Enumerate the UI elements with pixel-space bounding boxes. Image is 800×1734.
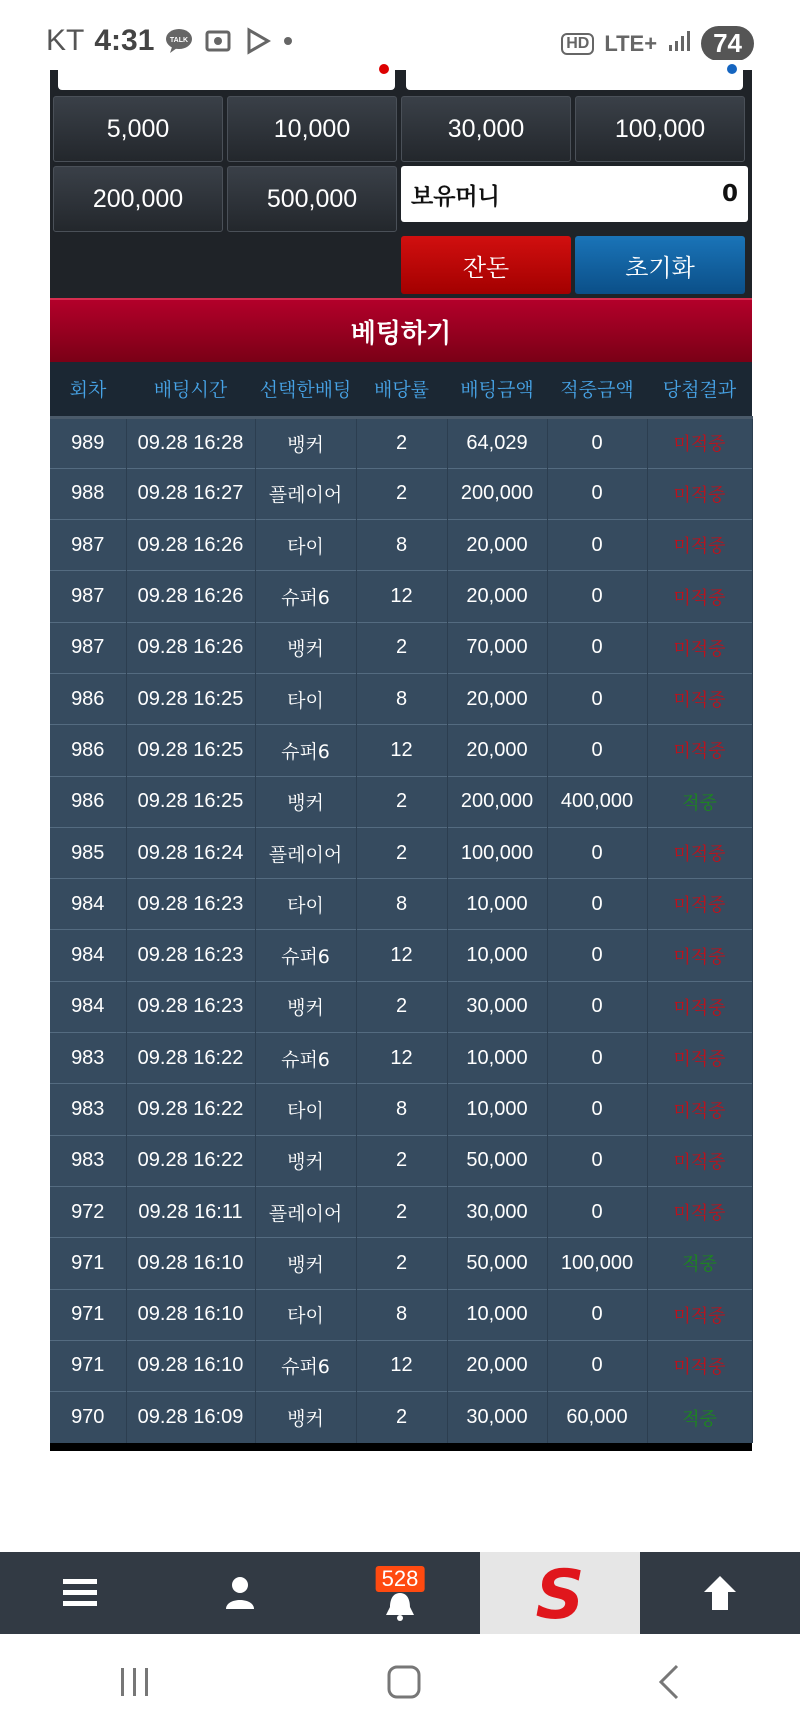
table-cell: 8 (356, 520, 447, 571)
table-cell: 0 (547, 520, 647, 571)
table-cell: 0 (547, 930, 647, 981)
table-cell: 09.28 16:26 (126, 520, 255, 571)
table-cell: 09.28 16:25 (126, 776, 255, 827)
table-cell: 10,000 (447, 879, 547, 930)
table-cell: 09.28 16:27 (126, 468, 255, 519)
partial-inputs (50, 70, 752, 92)
result-cell: 미적중 (647, 417, 752, 468)
table-row (50, 1084, 752, 1135)
result-cell: 적중 (647, 1238, 752, 1289)
result-cell: 미적중 (647, 520, 752, 571)
table-row (50, 417, 752, 468)
menu-button[interactable] (0, 1552, 160, 1634)
arrow-up-icon (700, 1574, 740, 1612)
table-cell: 타이 (255, 879, 356, 930)
table-cell: 2 (356, 1392, 447, 1443)
selection-field-left[interactable] (58, 60, 395, 90)
table-cell: 20,000 (447, 571, 547, 622)
table-cell: 0 (547, 1084, 647, 1135)
table-cell: 09.28 16:28 (126, 417, 255, 468)
result-cell: 미적중 (647, 1033, 752, 1084)
col-header: 배당률 (356, 362, 447, 417)
table-cell: 2 (356, 1135, 447, 1186)
table-cell: 0 (547, 622, 647, 673)
table-cell: 971 (50, 1289, 126, 1340)
table-row (50, 827, 752, 878)
table-cell: 09.28 16:26 (126, 571, 255, 622)
table-cell: 0 (547, 1135, 647, 1186)
table-cell: 2 (356, 1186, 447, 1237)
table-cell: 985 (50, 827, 126, 878)
result-cell: 적중 (647, 1392, 752, 1443)
table-cell: 0 (547, 1340, 647, 1391)
table-cell: 09.28 16:10 (126, 1238, 255, 1289)
table-cell: 12 (356, 1033, 447, 1084)
table-cell: 09.28 16:25 (126, 725, 255, 776)
table-cell: 984 (50, 981, 126, 1032)
table-cell: 0 (547, 827, 647, 878)
selection-field-right[interactable] (406, 60, 743, 90)
table-cell: 20,000 (447, 673, 547, 724)
table-cell: 984 (50, 930, 126, 981)
balance-label: 보유머니 (411, 183, 500, 210)
table-cell: 2 (356, 776, 447, 827)
home-button[interactable] (386, 1664, 422, 1704)
table-cell: 09.28 16:24 (126, 827, 255, 878)
result-cell: 미적중 (647, 1084, 752, 1135)
table-cell: 2 (356, 981, 447, 1032)
result-cell: 적중 (647, 776, 752, 827)
chip-button[interactable]: 100,000 (575, 96, 745, 162)
back-icon (655, 1664, 683, 1700)
brand-logo-icon (527, 1560, 593, 1626)
table-cell: 989 (50, 417, 126, 468)
table-cell: 타이 (255, 673, 356, 724)
table-cell: 50,000 (447, 1238, 547, 1289)
table-cell: 8 (356, 879, 447, 930)
clock: 4:31 (94, 24, 155, 57)
table-cell: 400,000 (547, 776, 647, 827)
result-cell: 미적중 (647, 1289, 752, 1340)
table-cell: 09.28 16:10 (126, 1340, 255, 1391)
table-header (50, 362, 752, 417)
table-row (50, 879, 752, 930)
table-cell: 0 (547, 673, 647, 724)
table-cell: 2 (356, 468, 447, 519)
table-cell: 09.28 16:22 (126, 1084, 255, 1135)
col-header: 회차 (50, 362, 126, 417)
col-header: 배팅시간 (126, 362, 255, 417)
result-cell: 미적중 (647, 930, 752, 981)
table-cell: 09.28 16:23 (126, 930, 255, 981)
table-footer-bar (50, 1443, 752, 1451)
table-cell: 뱅커 (255, 417, 356, 468)
table-cell: 20,000 (447, 725, 547, 776)
table-cell: 플레이어 (255, 827, 356, 878)
reset-button[interactable]: 초기화 (575, 236, 745, 294)
table-cell: 09.28 16:11 (126, 1186, 255, 1237)
table-row (50, 930, 752, 981)
chip-row (50, 92, 752, 162)
table-cell: 984 (50, 879, 126, 930)
balance-box (401, 166, 748, 222)
chip-button[interactable]: 10,000 (227, 96, 397, 162)
change-button[interactable]: 잔돈 (401, 236, 571, 294)
result-cell: 미적중 (647, 468, 752, 519)
back-button[interactable] (655, 1664, 683, 1704)
play-store-icon (244, 27, 274, 55)
table-cell: 972 (50, 1186, 126, 1237)
talk-notification-icon (164, 27, 194, 55)
table-cell: 983 (50, 1033, 126, 1084)
table-cell: 100,000 (447, 827, 547, 878)
table-cell: 뱅커 (255, 1135, 356, 1186)
table-row (50, 571, 752, 622)
table-cell: 09.28 16:23 (126, 981, 255, 1032)
table-cell: 12 (356, 1340, 447, 1391)
table-row (50, 1392, 752, 1443)
table-cell: 뱅커 (255, 981, 356, 1032)
chip-button[interactable]: 30,000 (401, 96, 571, 162)
table-cell: 슈퍼6 (255, 571, 356, 622)
table-cell: 100,000 (547, 1238, 647, 1289)
table-cell: 2 (356, 827, 447, 878)
table-row (50, 468, 752, 519)
bell-icon (381, 1591, 419, 1621)
table-cell: 983 (50, 1084, 126, 1135)
table-cell: 20,000 (447, 520, 547, 571)
table-cell: 986 (50, 725, 126, 776)
table-cell: 0 (547, 879, 647, 930)
chip-row-2 (50, 162, 752, 232)
result-cell: 미적중 (647, 725, 752, 776)
action-row (50, 232, 752, 298)
bet-history-table (50, 362, 753, 1443)
table-row (50, 725, 752, 776)
table-row (50, 1340, 752, 1391)
table-row (50, 673, 752, 724)
table-row (50, 622, 752, 673)
table-cell: 09.28 16:09 (126, 1392, 255, 1443)
table-cell: 타이 (255, 1084, 356, 1135)
network-label: LTE+ (604, 30, 658, 56)
table-cell: 10,000 (447, 1289, 547, 1340)
table-cell: 09.28 16:26 (126, 622, 255, 673)
result-cell: 미적중 (647, 673, 752, 724)
table-cell: 0 (547, 571, 647, 622)
profile-button[interactable] (160, 1552, 320, 1634)
table-cell: 0 (547, 1033, 647, 1084)
user-icon (224, 1575, 256, 1611)
table-cell: 뱅커 (255, 622, 356, 673)
result-cell: 미적중 (647, 622, 752, 673)
table-cell: 2 (356, 622, 447, 673)
table-cell: 12 (356, 571, 447, 622)
table-cell: 20,000 (447, 1340, 547, 1391)
table-row (50, 520, 752, 571)
result-cell: 미적중 (647, 1135, 752, 1186)
battery-indicator: 74 (701, 26, 754, 61)
table-row (50, 1238, 752, 1289)
table-cell: 8 (356, 1289, 447, 1340)
table-cell: 986 (50, 673, 126, 724)
chip-button[interactable]: 200,000 (53, 166, 223, 232)
svg-text:S: S (535, 1560, 585, 1626)
carrier-label: KT (46, 24, 85, 57)
signal-icon (667, 29, 691, 59)
chip-button[interactable]: 5,000 (53, 96, 223, 162)
table-cell: 10,000 (447, 1033, 547, 1084)
table-cell: 2 (356, 1238, 447, 1289)
result-cell: 미적중 (647, 1186, 752, 1237)
table-cell: 10,000 (447, 930, 547, 981)
table-cell: 200,000 (447, 776, 547, 827)
table-cell: 슈퍼6 (255, 725, 356, 776)
table-cell: 뱅커 (255, 776, 356, 827)
hamburger-menu-icon (61, 1576, 99, 1610)
table-cell: 09.28 16:22 (126, 1033, 255, 1084)
chip-button[interactable]: 500,000 (227, 166, 397, 232)
table-row (50, 1135, 752, 1186)
table-cell: 0 (547, 725, 647, 776)
screenshot-icon (204, 27, 234, 55)
table-cell: 09.28 16:25 (126, 673, 255, 724)
table-cell: 200,000 (447, 468, 547, 519)
more-dot-icon (284, 37, 292, 45)
recent-apps-button[interactable] (117, 1666, 153, 1702)
balance-value: 0 (721, 181, 738, 207)
table-cell: 971 (50, 1238, 126, 1289)
table-cell: 슈퍼6 (255, 1340, 356, 1391)
table-cell: 970 (50, 1392, 126, 1443)
col-header: 배팅금액 (447, 362, 547, 417)
notification-badge: 528 (376, 1566, 425, 1592)
table-cell: 30,000 (447, 1186, 547, 1237)
table-cell: 플레이어 (255, 1186, 356, 1237)
table-cell: 987 (50, 520, 126, 571)
table-cell: 뱅커 (255, 1392, 356, 1443)
table-row (50, 776, 752, 827)
home-icon (386, 1664, 422, 1700)
table-cell: 8 (356, 1084, 447, 1135)
table-cell: 슈퍼6 (255, 930, 356, 981)
table-cell: 뱅커 (255, 1238, 356, 1289)
table-cell: 10,000 (447, 1084, 547, 1135)
table-cell: 30,000 (447, 981, 547, 1032)
table-cell: 타이 (255, 1289, 356, 1340)
table-cell: 0 (547, 981, 647, 1032)
table-cell: 09.28 16:22 (126, 1135, 255, 1186)
table-cell: 986 (50, 776, 126, 827)
place-bet-button[interactable]: 베팅하기 (50, 298, 752, 362)
table-cell: 0 (547, 1289, 647, 1340)
table-cell: 983 (50, 1135, 126, 1186)
result-cell: 미적중 (647, 1340, 752, 1391)
result-cell: 미적중 (647, 981, 752, 1032)
table-cell: 988 (50, 468, 126, 519)
system-navbar (0, 1634, 800, 1734)
notifications-button[interactable] (320, 1552, 480, 1634)
table-cell: 12 (356, 930, 447, 981)
table-row (50, 1186, 752, 1237)
table-cell: 971 (50, 1340, 126, 1391)
table-row (50, 1033, 752, 1084)
table-cell: 60,000 (547, 1392, 647, 1443)
table-cell: 987 (50, 571, 126, 622)
table-cell: 09.28 16:23 (126, 879, 255, 930)
betting-panel (50, 70, 752, 1451)
table-cell: 0 (547, 468, 647, 519)
table-cell: 타이 (255, 520, 356, 571)
result-cell: 미적중 (647, 571, 752, 622)
table-cell: 64,029 (447, 417, 547, 468)
col-header: 당첨결과 (647, 362, 752, 417)
hd-icon: HD (561, 33, 594, 55)
table-cell: 09.28 16:10 (126, 1289, 255, 1340)
col-header: 선택한배팅 (255, 362, 356, 417)
table-cell: 0 (547, 417, 647, 468)
table-cell: 플레이어 (255, 468, 356, 519)
table-cell: 8 (356, 673, 447, 724)
table-cell: 50,000 (447, 1135, 547, 1186)
table-cell: 30,000 (447, 1392, 547, 1443)
scroll-top-button[interactable] (640, 1552, 800, 1634)
result-cell: 미적중 (647, 879, 752, 930)
table-cell: 987 (50, 622, 126, 673)
table-row (50, 981, 752, 1032)
recent-apps-icon (117, 1666, 153, 1698)
table-cell: 12 (356, 725, 447, 776)
result-cell: 미적중 (647, 827, 752, 878)
col-header: 적중금액 (547, 362, 647, 417)
table-cell: 슈퍼6 (255, 1033, 356, 1084)
table-cell: 2 (356, 417, 447, 468)
home-logo-button[interactable] (480, 1552, 640, 1634)
table-cell: 0 (547, 1186, 647, 1237)
bottom-navbar (0, 1552, 800, 1634)
svg-text:TALK: TALK (170, 37, 189, 44)
table-cell: 70,000 (447, 622, 547, 673)
table-row (50, 1289, 752, 1340)
